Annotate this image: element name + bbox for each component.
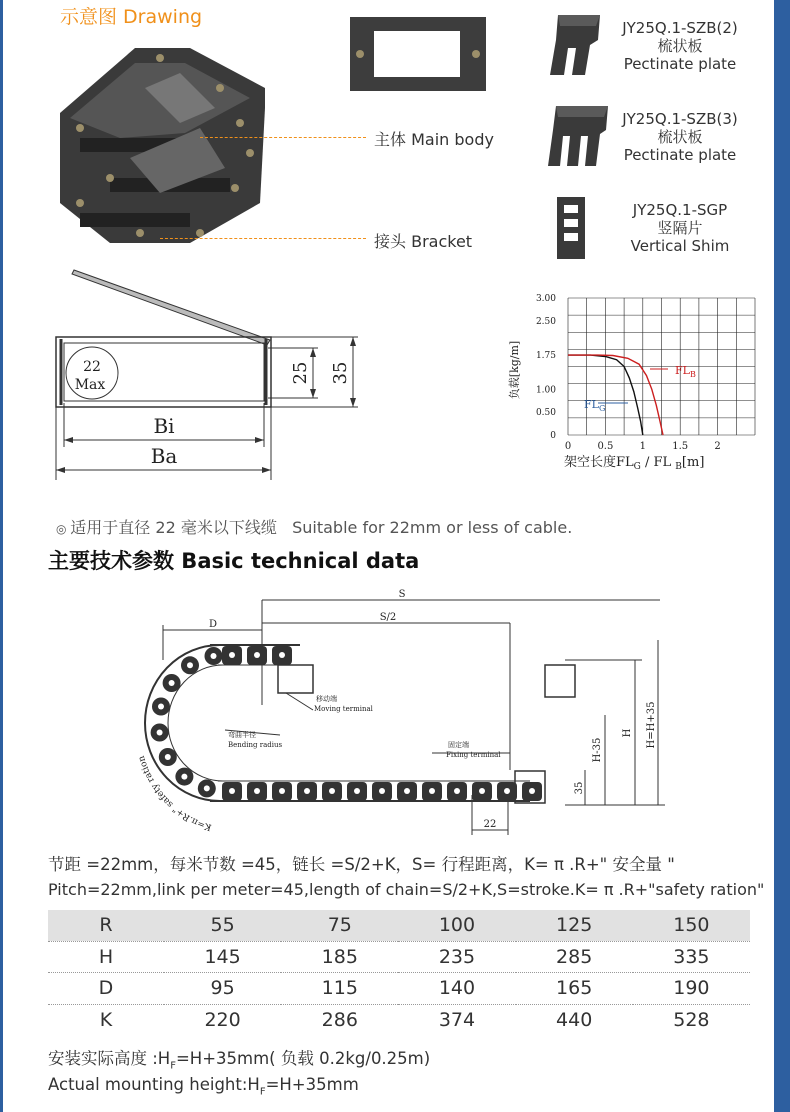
note-cn: 适用于直径 22 毫米以下线缆 [70, 518, 277, 537]
safety-ration-text: K=π.R+" safety ration [136, 754, 213, 832]
fixing-terminal-en: Fixing terminal [446, 751, 501, 759]
x-label-unit: [m] [681, 455, 705, 470]
row-label: K [48, 1004, 164, 1035]
part-name-cn: 竖隔片 [657, 219, 703, 237]
cable-diameter-label: 22 [83, 359, 101, 375]
table-cell: 235 [398, 941, 515, 973]
chain-3d-illustration [50, 28, 280, 258]
mount-en-sub: F [259, 1086, 266, 1098]
cable-max-label: Max [74, 377, 106, 393]
bracket-callout-line [160, 238, 366, 239]
section-title-tech: 主要技术参数 Basic technical data [48, 549, 420, 573]
table-cell: 285 [516, 941, 633, 973]
bracket-label: 接头 Bracket [374, 232, 473, 251]
table-cell: 95 [164, 973, 281, 1005]
mount-height-en [48, 1075, 359, 1097]
part-label-pectinate-3 [600, 110, 760, 164]
chart-grid [568, 298, 755, 435]
x-label-sep: / FL [640, 455, 676, 470]
chain-link-pin [429, 788, 435, 794]
right-frame [774, 0, 790, 1112]
flg-curve-label [584, 398, 605, 413]
outer-height-label: 35 [330, 361, 351, 385]
table-cell: 165 [516, 973, 633, 1005]
row-label: R [48, 910, 164, 941]
table-cell: 440 [516, 1004, 633, 1035]
chain-link-pin [304, 788, 310, 794]
spec-line-cn: 节距 =22mm，每米节数 =45，链长 =S/2+K，S= 行程距离，K= π .R+" 安全量 " [48, 855, 675, 874]
part-name-en: Pectinate plate [623, 146, 737, 164]
y-tick-label: 0.50 [535, 408, 556, 419]
chain-link-pin [229, 652, 235, 658]
mount-en-a: Actual mounting height:H [48, 1075, 260, 1094]
part-label-vertical-shim [600, 201, 760, 255]
chain-link-pin [404, 788, 410, 794]
y-tick-label: 2.50 [535, 316, 556, 327]
stroke-half-label: S/2 [379, 612, 397, 623]
row-label: H [48, 941, 164, 973]
x-label-main: 架空长度FL [564, 455, 634, 470]
pitch-label: 22 [483, 819, 497, 830]
h-total-label: H=H+35 [646, 701, 657, 749]
table-row-r [48, 910, 750, 941]
moving-terminal-cn: 移动端 [316, 695, 337, 703]
chain-installation-diagram [130, 585, 670, 840]
x-tick-label: 0.5 [597, 441, 614, 452]
bullet-icon: ◎ [56, 522, 71, 536]
table-cell: 115 [281, 973, 398, 1005]
moving-terminal-en: Moving terminal [314, 705, 373, 713]
h-label: H [622, 728, 633, 738]
mount-cn-a: 安装实际高度 :H [48, 1049, 171, 1068]
chain-link-pin [187, 662, 193, 668]
chain-link-pin [454, 788, 460, 794]
table-cell: 145 [164, 941, 281, 973]
spec-table [48, 910, 750, 1035]
table-cell: 220 [164, 1004, 281, 1035]
flb-label: FL [675, 364, 690, 377]
x-label-g-sub: G [633, 462, 641, 472]
part-name-en: Vertical Shim [630, 237, 730, 255]
mount-en-b: =H+35mm [265, 1075, 359, 1094]
note-en: Suitable for 22mm or less of cable. [292, 518, 573, 537]
chain-link-pin [211, 653, 217, 659]
x-tick-label: 0 [564, 441, 572, 452]
chart-x-axis-label [564, 454, 704, 472]
chain-link-pin [229, 788, 235, 794]
table-row-k [48, 1004, 750, 1035]
part-name-cn: 梳状板 [657, 37, 703, 55]
chain-link-pin [254, 652, 260, 658]
part-label-pectinate-2 [600, 19, 760, 73]
x-tick-label: 1.5 [672, 441, 689, 452]
outer-width-label: Ba [150, 444, 178, 468]
table-cell: 528 [633, 1004, 750, 1035]
chain-link-pin [379, 788, 385, 794]
x-tick-label: 2 [714, 441, 721, 452]
table-cell: 125 [516, 910, 633, 941]
part-name-cn: 梳状板 [657, 128, 703, 146]
table-cell: 150 [633, 910, 750, 941]
part-code: JY25Q.1-SZB(3) [622, 110, 738, 128]
h-35-label: 35 [574, 781, 585, 795]
y-tick-label: 0 [550, 431, 556, 441]
table-cell: 75 [281, 910, 398, 941]
bending-radius-en: Bending radius [228, 741, 283, 749]
mount-cn-b: =H+35mm( 负载 0.2kg/0.25m) [175, 1049, 431, 1068]
mount-cn-sub: F [170, 1060, 176, 1072]
stroke-s-label: S [398, 589, 406, 600]
chain-link-pin [354, 788, 360, 794]
chain-link-pin [157, 730, 163, 736]
y-tick-label: 1.75 [535, 351, 556, 362]
chain-link-pin [169, 680, 175, 686]
d-dimension-label: D [208, 619, 218, 630]
table-cell: 335 [633, 941, 750, 973]
chain-link-pin [279, 652, 285, 658]
inner-height-label: 25 [290, 361, 311, 385]
main-body-label: 主体 Main body [374, 130, 494, 149]
chain-link-pin [504, 788, 510, 794]
series-line-flb [568, 355, 663, 435]
chain-link-pin [158, 704, 164, 710]
chain-link-pin [181, 774, 187, 780]
table-cell: 100 [398, 910, 515, 941]
y-tick-label: 3.00 [535, 294, 556, 304]
table-cell: 286 [281, 1004, 398, 1035]
table-cell: 55 [164, 910, 281, 941]
chart-y-axis-label: 负载[kg/m] [508, 340, 521, 400]
section-title-drawing: 示意图 Drawing [60, 6, 203, 28]
chart-lines [568, 355, 663, 435]
table-cell: 185 [281, 941, 398, 973]
x-label-b-sub: B [675, 462, 682, 472]
x-tick-label: 1 [639, 441, 646, 452]
table-cell: 190 [633, 973, 750, 1005]
flg-sub: G [598, 404, 606, 413]
fixing-terminal-cn: 固定端 [448, 741, 469, 749]
vertical-shim-icon [553, 195, 589, 261]
table-row-h [48, 941, 750, 973]
chain-link-pin [479, 788, 485, 794]
table-cell: 140 [398, 973, 515, 1005]
row-label: D [48, 973, 164, 1005]
h-minus-label: H-35 [592, 737, 603, 763]
flg-label: FL [584, 398, 599, 411]
y-tick-label: 1.00 [535, 385, 556, 396]
inner-width-label: Bi [153, 414, 175, 438]
cable-note [56, 515, 572, 538]
chain-link-pin [529, 788, 535, 794]
load-chart [500, 280, 765, 480]
left-frame [0, 0, 3, 1112]
part-name-en: Pectinate plate [623, 55, 737, 73]
bending-radius-cn: 弯曲半径 [228, 731, 256, 739]
part-code: JY25Q.1-SZB(2) [622, 19, 738, 37]
flb-sub: B [689, 370, 696, 379]
chain-link-pin [279, 788, 285, 794]
chain-link-pin [204, 785, 210, 791]
table-row-d [48, 973, 750, 1005]
chain-link-pin [254, 788, 260, 794]
chain-link-pin [165, 754, 171, 760]
chain-link-pin [329, 788, 335, 794]
main-body-frame-icon [348, 15, 488, 93]
mount-height-cn [48, 1045, 430, 1071]
cross-section-drawing [48, 265, 368, 485]
spec-line-en: Pitch=22mm,link per meter=45,length of chain=S/2+K,S=stroke.K= π .R+"safety ration" [48, 880, 765, 899]
main-body-callout-line [200, 137, 366, 138]
part-code: JY25Q.1-SGP [632, 201, 728, 219]
table-cell: 374 [398, 1004, 515, 1035]
